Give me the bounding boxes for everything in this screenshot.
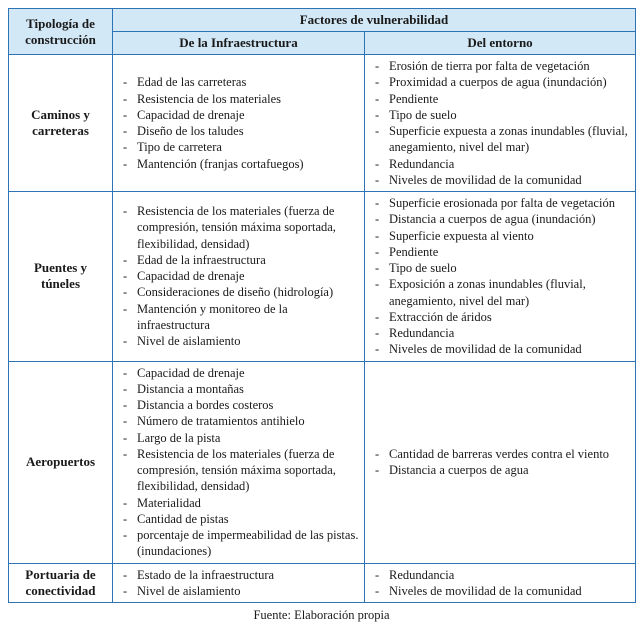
list-item <box>369 91 631 107</box>
list-item <box>369 244 631 260</box>
list-item-text: Tipo de suelo <box>389 107 457 122</box>
list-item-text: Mantención (franjas cortafuegos) <box>137 156 304 171</box>
dash-bullet: - <box>123 381 128 396</box>
list-item <box>369 309 631 325</box>
dash-bullet: - <box>375 196 380 210</box>
dash-bullet: - <box>375 156 380 171</box>
list-item-text: Proximidad a cuerpos de agua (inundación) <box>389 75 607 90</box>
factor-list <box>369 567 631 600</box>
list-item-text: Número de tratamientos antihielo <box>137 414 305 429</box>
list-item-text: Largo de la pista <box>137 430 221 445</box>
environment-cell <box>365 361 636 563</box>
dash-bullet: - <box>123 140 128 155</box>
list-item <box>117 567 360 583</box>
infrastructure-cell <box>113 55 365 192</box>
list-item-text: Redundancia <box>389 567 455 582</box>
dash-bullet: - <box>375 244 380 259</box>
table-body <box>9 55 636 603</box>
dash-bullet: - <box>375 91 380 106</box>
list-item-text: Distancia a montañas <box>137 381 244 396</box>
typology-cell: Portuaria de conectividad <box>9 563 113 603</box>
dash-bullet: - <box>375 228 380 243</box>
list-item-text: Cantidad de pistas <box>137 511 229 526</box>
infrastructure-cell <box>113 361 365 563</box>
list-item-text: Distancia a cuerpos de agua (inundación) <box>389 212 596 227</box>
list-item-text: Tipo de carretera <box>137 140 222 155</box>
list-item <box>369 195 631 211</box>
dash-bullet: - <box>375 583 380 598</box>
dash-bullet: - <box>375 463 380 477</box>
list-item <box>369 567 631 583</box>
dash-bullet: - <box>123 75 128 90</box>
list-item <box>369 228 631 244</box>
dash-bullet: - <box>123 204 128 219</box>
list-item-text: Niveles de movilidad de la comunidad <box>389 583 582 598</box>
list-item-text: Mantención y monitoreo de la infraestructura <box>137 301 288 332</box>
dash-bullet: - <box>375 75 380 90</box>
source-note: Fuente: Elaboración propia <box>253 608 390 622</box>
list-item <box>117 123 360 139</box>
dash-bullet: - <box>123 285 128 300</box>
infrastructure-cell <box>113 192 365 362</box>
list-item <box>117 91 360 107</box>
col-header-typology: Tipología de construcción <box>9 9 113 55</box>
list-item <box>117 107 360 123</box>
dash-bullet: - <box>123 398 128 412</box>
list-item <box>117 301 360 334</box>
dash-bullet: - <box>123 269 128 284</box>
dash-bullet: - <box>375 261 380 275</box>
list-item-text: Niveles de movilidad de la comunidad <box>389 172 582 187</box>
list-item-text: Nivel de aislamiento <box>137 334 241 349</box>
list-item <box>369 325 631 341</box>
dash-bullet: - <box>375 59 380 73</box>
environment-cell <box>365 192 636 362</box>
list-item <box>117 430 360 446</box>
list-item <box>117 446 360 495</box>
list-item <box>117 268 360 284</box>
list-item <box>117 527 360 560</box>
list-item-text: Capacidad de drenaje <box>137 365 245 380</box>
environment-cell <box>365 55 636 192</box>
list-item <box>369 123 631 156</box>
list-item-text: Consideraciones de diseño (hidrología) <box>137 285 334 300</box>
factor-list <box>369 58 631 188</box>
list-item-text: Tipo de suelo <box>389 261 457 275</box>
list-item-text: Pendiente <box>389 244 439 259</box>
list-item <box>369 107 631 123</box>
list-item <box>117 203 360 252</box>
infrastructure-cell <box>113 563 365 603</box>
list-item-text: Niveles de movilidad de la comunidad <box>389 342 582 357</box>
col-header-infrastructure: De la Infraestructura <box>113 32 365 55</box>
list-item-text: Erosión de tierra por falta de vegetación <box>389 59 590 73</box>
table-header <box>9 9 636 55</box>
dash-bullet: - <box>123 414 128 429</box>
environment-cell <box>365 563 636 603</box>
factor-list <box>369 195 631 358</box>
list-item <box>117 156 360 172</box>
list-item <box>369 172 631 188</box>
dash-bullet: - <box>123 528 128 542</box>
dash-bullet: - <box>375 309 380 324</box>
dash-bullet: - <box>123 156 128 171</box>
factor-list <box>369 446 631 479</box>
dash-bullet: - <box>123 91 128 106</box>
list-item <box>369 583 631 599</box>
list-item-text: Pendiente <box>389 91 439 106</box>
list-item-text: Capacidad de drenaje <box>137 269 245 284</box>
list-item <box>117 333 360 349</box>
list-item-text: Edad de las carreteras <box>137 75 247 90</box>
vulnerability-table <box>8 8 636 603</box>
list-item-text: Exposición a zonas inundables (fluvial, anegamiento, nivel del mar) <box>389 277 586 308</box>
header-row-1 <box>9 9 636 32</box>
list-item-text: Extracción de áridos <box>389 309 492 324</box>
list-item-text: Superficie expuesta al viento <box>389 228 534 243</box>
dash-bullet: - <box>123 301 128 316</box>
dash-bullet: - <box>375 107 380 122</box>
table-row <box>9 361 636 563</box>
dash-bullet: - <box>375 172 380 187</box>
dash-bullet: - <box>375 567 380 582</box>
list-item-text: Materialidad <box>137 495 201 510</box>
list-item <box>117 397 360 413</box>
list-item <box>369 446 631 462</box>
list-item-text: Nivel de aislamiento <box>137 583 241 598</box>
list-item <box>117 511 360 527</box>
list-item <box>369 74 631 90</box>
factor-list <box>117 74 360 172</box>
dash-bullet: - <box>375 446 380 461</box>
dash-bullet: - <box>123 252 128 267</box>
list-item-text: Redundancia <box>389 156 455 171</box>
list-item-text: Edad de la infraestructura <box>137 252 266 267</box>
dash-bullet: - <box>123 107 128 122</box>
list-item <box>117 252 360 268</box>
list-item <box>369 276 631 309</box>
list-item <box>117 74 360 90</box>
dash-bullet: - <box>375 342 380 357</box>
dash-bullet: - <box>123 446 128 461</box>
list-item-text: Resistencia de los materiales (fuerza de compresión, tensión máxima soportada, flexibilidad, densidad) <box>137 204 336 251</box>
list-item <box>369 462 631 478</box>
list-item-text: Distancia a cuerpos de agua <box>389 463 529 477</box>
dash-bullet: - <box>123 365 128 380</box>
list-item-text: Superficie erosionada por falta de vegetación <box>389 196 615 210</box>
table-row <box>9 55 636 192</box>
dash-bullet: - <box>375 124 380 138</box>
list-item <box>117 413 360 429</box>
dash-bullet: - <box>375 326 380 340</box>
list-item-text: Capacidad de drenaje <box>137 107 245 122</box>
table-row <box>9 563 636 603</box>
list-item-text: porcentaje de impermeabilidad de las pistas. (inundaciones) <box>137 528 359 559</box>
list-item <box>117 365 360 381</box>
dash-bullet: - <box>123 583 128 598</box>
dash-bullet: - <box>375 277 380 292</box>
dash-bullet: - <box>123 124 128 138</box>
list-item <box>117 381 360 397</box>
list-item <box>117 583 360 599</box>
list-item <box>369 260 631 276</box>
factor-list <box>117 365 360 560</box>
dash-bullet: - <box>375 212 380 227</box>
table-row <box>9 192 636 362</box>
dash-bullet: - <box>123 334 128 349</box>
factor-list <box>117 203 360 349</box>
list-item <box>117 139 360 155</box>
typology-cell: Aeropuertos <box>9 361 113 563</box>
list-item-text: Resistencia de los materiales (fuerza de compresión, tensión máxima soportada, flexibilidad, densidad) <box>137 446 336 494</box>
list-item-text: Superficie expuesta a zonas inundables (fluvial, anegamiento, nivel del mar) <box>389 124 628 155</box>
dash-bullet: - <box>123 567 128 582</box>
factor-list <box>117 567 360 600</box>
dash-bullet: - <box>123 511 128 526</box>
list-item-text: Distancia a bordes costeros <box>137 398 274 412</box>
typology-cell: Caminos y carreteras <box>9 55 113 192</box>
list-item <box>369 341 631 357</box>
list-item <box>369 211 631 227</box>
list-item <box>117 284 360 300</box>
list-item-text: Redundancia <box>389 326 455 340</box>
list-item-text: Resistencia de los materiales <box>137 91 282 106</box>
typology-cell: Puentes y túneles <box>9 192 113 362</box>
col-header-factors: Factores de vulnerabilidad <box>113 9 636 32</box>
list-item <box>117 495 360 511</box>
dash-bullet: - <box>123 495 128 510</box>
dash-bullet: - <box>123 430 128 445</box>
list-item <box>369 58 631 74</box>
col-header-environment: Del entorno <box>365 32 636 55</box>
list-item <box>369 156 631 172</box>
list-item-text: Estado de la infraestructura <box>137 567 275 582</box>
list-item-text: Diseño de los taludes <box>137 124 244 138</box>
list-item-text: Cantidad de barreras verdes contra el viento <box>389 446 610 461</box>
